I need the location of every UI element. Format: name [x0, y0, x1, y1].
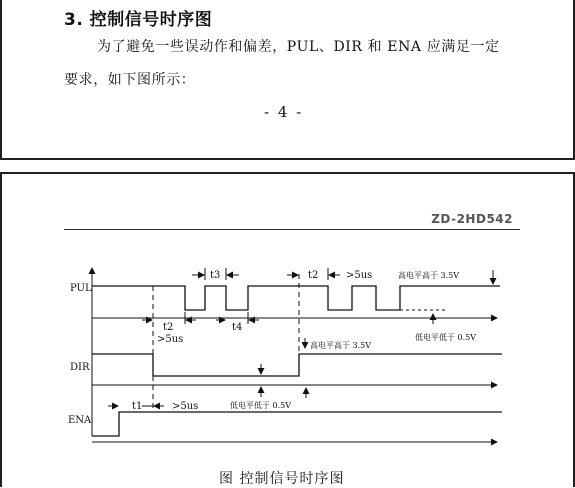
paragraph-line-1: 为了避免一些误动作和偏差，PUL、DIR 和 ENA 应满足一定 — [97, 39, 500, 55]
page-number: - 4 - — [264, 103, 304, 121]
t3-label: t3 — [210, 270, 221, 281]
high-level-note-dir: 高电平高于 3.5V — [310, 341, 372, 350]
t2-top-label: t2 — [308, 270, 319, 281]
label-dir: DIR — [70, 362, 90, 373]
timing-diagram — [2, 174, 573, 464]
model-header: ZD-2HD542 — [431, 212, 513, 226]
label-ena: ENA — [68, 415, 92, 426]
page-gap — [0, 160, 575, 172]
dir-waveform — [92, 354, 502, 376]
figure-caption: 图 控制信号时序图 — [219, 471, 345, 487]
next-page — [0, 172, 575, 487]
paragraph-line-2: 要求，如下图所示： — [64, 72, 196, 88]
gt5us-ena-label: >5us — [172, 401, 199, 412]
t2-bottom-label: t2 — [163, 322, 174, 333]
previous-page — [0, 0, 575, 160]
gt5us-bottom-label: >5us — [157, 334, 184, 345]
ena-waveform — [92, 412, 502, 436]
gt5us-top-label: >5us — [346, 270, 373, 281]
low-level-note-dir: 低电平低于 0.5V — [230, 401, 292, 410]
t1-label: t1 — [132, 401, 143, 412]
label-pul: PUL — [70, 283, 92, 294]
section-title: 3. 控制信号时序图 — [64, 10, 213, 30]
t4-label: t4 — [232, 322, 243, 333]
low-level-note-right: 低电平低于 0.5V — [415, 333, 477, 342]
high-level-note-top: 高电平高于 3.5V — [398, 271, 460, 280]
